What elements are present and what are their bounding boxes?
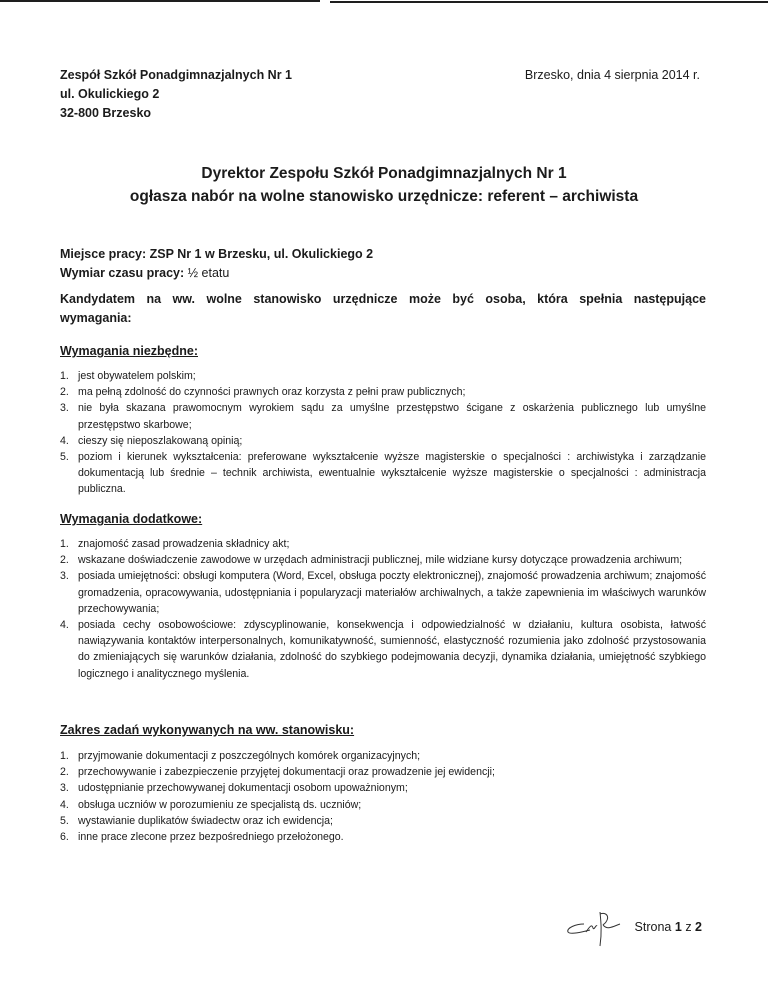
list-item-number: 2. <box>60 766 69 779</box>
handwritten-signature <box>560 902 632 952</box>
additional-heading: Wymagania dodatkowe: <box>60 512 203 526</box>
additional-list <box>60 536 706 682</box>
list-item-number: 3. <box>60 782 69 795</box>
sender-line-3: 32-800 Brzesko <box>60 106 152 120</box>
sender-line-1: Zespół Szkół Ponadgimnazjalnych Nr 1 <box>60 68 292 82</box>
list-item-text: jest obywatelem polskim; <box>78 370 196 382</box>
required-list <box>60 368 706 498</box>
intro-paragraph: Kandydatem na ww. wolne stanowisko urzędnicze może być osoba, która spełnia następujące wymagania: <box>60 292 706 325</box>
list-item-number: 3. <box>60 570 69 583</box>
list-item-number: 4. <box>60 619 69 632</box>
list-item <box>60 384 706 400</box>
list-item <box>60 552 706 568</box>
title-line-2: ogłasza nabór na wolne stanowisko urzędnicze: referent – archiwista <box>129 188 639 205</box>
list-item-number: 5. <box>60 451 69 464</box>
list-item-text: posiada umiejętności: obsługi komputera (Word, Excel, obsługa poczty elektronicznej), znajomość prowadzenia archiwum; znajomość gromadzenia, opracowywania, udostępniania i popularyzacji materiałów archiwalnych, a także zapewnienia im właściwych warunków przechowywania; <box>78 570 706 615</box>
scan-top-edge <box>0 0 768 4</box>
list-item <box>60 829 706 845</box>
list-item-number: 4. <box>60 434 69 447</box>
list-item <box>60 400 706 432</box>
list-item-text: udostępnianie przechowywanej dokumentacji osobom upoważnionym; <box>78 782 408 795</box>
document-date: Brzesko, dnia 4 sierpnia 2014 r. <box>524 68 700 82</box>
sender-line-2: ul. Okulickiego 2 <box>60 87 160 101</box>
required-heading: Wymagania niezbędne: <box>60 344 198 358</box>
list-item <box>60 449 706 498</box>
list-item <box>60 617 706 682</box>
list-item-number: 2. <box>60 554 69 567</box>
list-item-number: 4. <box>60 798 69 811</box>
list-item-text: posiada cechy osobowościowe: zdyscyplinowanie, konsekwencja i odpowiedzialność w działaniu, kultura osobista, łatwość nawiązywania kontaktów interpersonalnych, komunikatywność, sumienność, elastyczność rozumienia jako zdolność przystosowania do zmieniających się warunków działania, zdolność do szybkiego podejmowania decyzji, dynamika działania, umiejętność szybkiego logicznego i analitycznego myślenia. <box>78 619 706 680</box>
list-item <box>60 813 706 829</box>
list-item-number: 6. <box>60 831 69 844</box>
list-item-text: wystawianie duplikatów świadectw oraz ich ewidencja; <box>78 814 333 827</box>
list-item-text: przechowywanie i zabezpieczenie przyjętej dokumentacji oraz prowadzenie jej ewidencji; <box>78 766 495 779</box>
job-meta <box>60 245 373 283</box>
list-item <box>60 536 706 552</box>
list-item-number: 1. <box>60 370 69 382</box>
list-item-text: wskazane doświadczenie zawodowe w urzędach administracji publicznej, mile widziane kursy dotyczące prowadzenia archiwum; <box>78 554 683 567</box>
list-item-text: cieszy się nieposzlakowaną opinią; <box>78 434 243 447</box>
tasks-heading: Zakres zadań wykonywanych na ww. stanowisku: <box>60 723 355 737</box>
list-item <box>60 780 706 796</box>
list-item-number: 2. <box>60 386 69 399</box>
list-item-text: inne prace zlecone przez bezpośredniego przełożonego. <box>78 831 344 844</box>
list-item-text: poziom i kierunek wykształcenia: preferowane wykształcenie wyższe magisterskie o specjalności : archiwistyka i zarządzanie dokumentacją lub średnie – technik archiwista, ewentualnie wykształcenie wyższe magisterskie o specjalności : administracja publiczna. <box>78 451 706 496</box>
list-item-number: 1. <box>60 538 69 550</box>
list-item <box>60 797 706 813</box>
title-line-1: Dyrektor Zespołu Szkół Ponadgimnazjalnych Nr 1 <box>201 165 567 182</box>
list-item-text: ma pełną zdolność do czynności prawnych oraz korzysta z pełni praw publicznych; <box>78 386 466 399</box>
page-number <box>635 920 702 934</box>
list-item <box>60 748 706 764</box>
list-item-text: nie była skazana prawomocnym wyrokiem sądu za umyślne przestępstwo ścigane z oskarżenia publicznego lub umyślne przestępstwo skarbowe; <box>78 402 706 431</box>
list-item-number: 5. <box>60 814 69 827</box>
work-time-label: Wymiar czasu pracy: <box>60 266 185 280</box>
page-sep: z <box>685 920 692 934</box>
list-item-text: obsługa uczniów w porozumieniu ze specjalistą ds. uczniów; <box>78 798 362 811</box>
page-label: Strona <box>634 920 672 934</box>
list-item <box>60 764 706 780</box>
list-item-number: 1. <box>60 750 69 762</box>
total-pages: 2 <box>695 920 702 934</box>
list-item-text: znajomość zasad prowadzenia składnicy akt; <box>78 538 290 550</box>
list-item <box>60 568 706 617</box>
work-time-value: ½ etatu <box>187 266 230 280</box>
document-title <box>60 162 708 208</box>
list-item-number: 3. <box>60 402 69 415</box>
list-item <box>60 368 706 384</box>
work-place: Miejsce pracy: ZSP Nr 1 w Brzesku, ul. Okulickiego 2 <box>60 247 374 261</box>
list-item <box>60 433 706 449</box>
list-item-text: przyjmowanie dokumentacji z poszczególnych komórek organizacyjnych; <box>78 750 421 762</box>
current-page: 1 <box>674 920 682 934</box>
tasks-list <box>60 748 706 845</box>
sender-address <box>60 66 292 123</box>
